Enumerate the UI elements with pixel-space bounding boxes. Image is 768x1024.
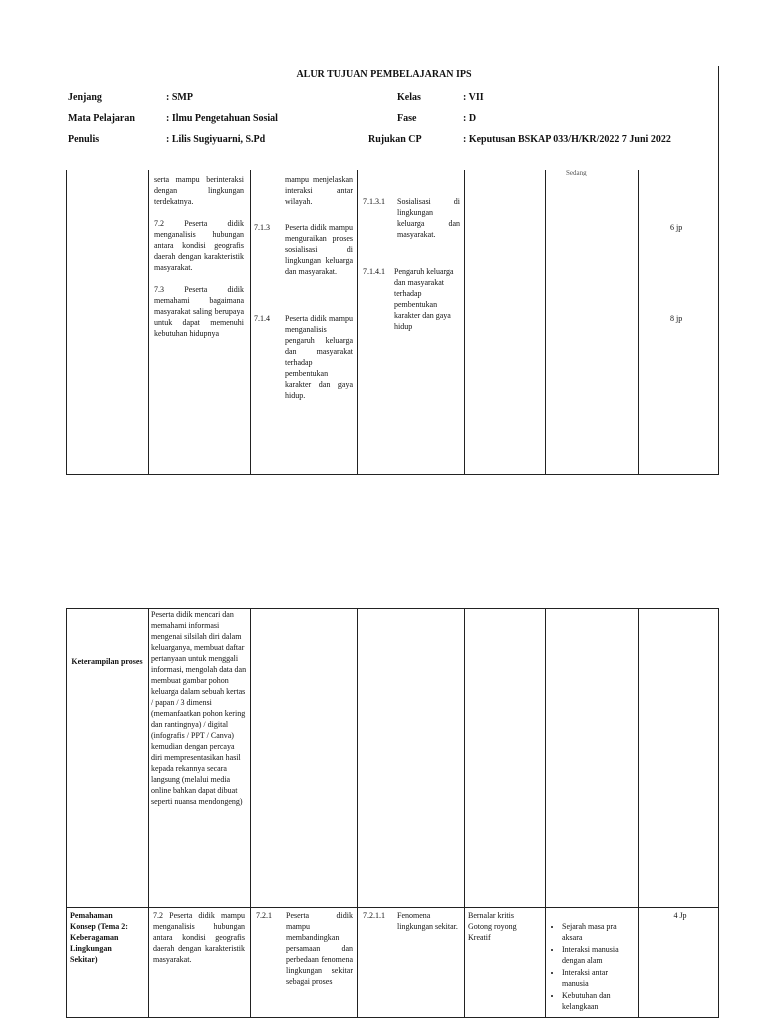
- row2-profile: Bernalar kritis Gotong royong Kreatif: [468, 911, 517, 942]
- document-title: ALUR TUJUAN PEMBELAJARAN IPS: [296, 69, 472, 80]
- material-item: • Kebutuhan dan kelangkaan: [562, 990, 636, 1012]
- material-item: • Interaksi antar manusia: [562, 967, 636, 989]
- page1-objectives: serta mampu berinteraksi dengan lingkungan terdekatnya. 7.2 Peserta didik menganalisis hubungan antara kondisi geografis daerah dengan karakteristik masyarakat. 7.3 Peserta didik memahami bagaimana masyarakat saling berupaya untuk dapat memenuhi kebutuhan hidupnya: [154, 175, 244, 338]
- jenjang-label: Jenjang: [68, 92, 102, 103]
- row1-label: Keterampilan proses: [71, 657, 143, 666]
- material-item: • Interaksi manusia dengan alam: [562, 944, 636, 966]
- page1-col3-b: Peserta didik mampu menganalisis pengaruh keluarga dan masyarakat terhadap pembentukan karakter dan gaya hidup.: [285, 314, 353, 400]
- row2-col4: Fenomena lingkungan sekitar.: [397, 911, 458, 931]
- page1-jp-a: 6 jp: [670, 223, 683, 232]
- row1-text: Peserta didik mencari dan memahami informasi mengenai silsilah diri dalam keluarganya, membuat daftar pertanyaan untuk menggali informasi, mengolah data dan membuat gambar pohon keluarga dalam sebuah kertas / papan / 3 dimensi (memanfaatkan pohon kering dan rantingnya) / digital (infografis / PPT / Canva) kemudian dengan percaya diri mempresentasikan hasil kepada rekannya secara langsung (melalui media online bahkan dapat dibuat seperti nuansa mendongeng): [151, 610, 247, 806]
- fase-value: : D: [463, 113, 477, 124]
- row2-col3: Peserta didik mampu membandingkan persamaan dan perbedaan fenomena lingkungan sekitar sebagai proses: [286, 911, 353, 986]
- page1-jp-b: 8 jp: [670, 314, 683, 323]
- kelas-value: : VII: [463, 92, 484, 103]
- page1-col4-b: Pengaruh keluarga dan masyarakat terhadap pembentukan karakter dan gaya hidup: [394, 267, 454, 331]
- row2-jp: 4 Jp: [673, 911, 687, 920]
- row2-materials: [548, 910, 636, 1024]
- rujukan-value: : Keputusan BSKAP 033/H/KR/2022 7 Juni 2022: [463, 134, 671, 145]
- jenjang-value: : SMP: [166, 92, 193, 103]
- page1-col4-a-num: 7.1.3.1: [363, 197, 385, 206]
- penulis-label: Penulis: [68, 134, 100, 145]
- page1-col4-a: Sosialisasi di lingkungan keluarga dan masyarakat.: [397, 197, 460, 239]
- page1-col3-a-num: 7.1.3: [254, 223, 270, 232]
- penulis-value: : Lilis Sugiyuarni, S.Pd: [166, 134, 266, 145]
- page1-col3-b-num: 7.1.4: [254, 314, 270, 323]
- mapel-value: : Ilmu Pengetahuan Sosial: [166, 113, 278, 124]
- row2-col4-num: 7.2.1.1: [363, 911, 385, 920]
- rujukan-label: Rujukan CP: [368, 134, 422, 145]
- row2-col3-num: 7.2.1: [256, 911, 272, 920]
- fase-label: Fase: [397, 113, 417, 124]
- material-item: • Sejarah masa pra aksara: [562, 921, 636, 943]
- mapel-label: Mata Pelajaran: [68, 113, 135, 124]
- page1-col4-b-num: 7.1.4.1: [363, 267, 385, 276]
- page1-col3-a: Peserta didik mampu menguraikan proses sosialisasi di lingkungan keluarga dan masyarakat.: [285, 223, 353, 276]
- row2-label: Pemahaman Konsep (Tema 2: Keberagaman Lingkungan Sekitar): [70, 911, 128, 964]
- row2-objective: 7.2 Peserta didik mampu menganalisis hubungan antara kondisi geografis daerah dengan karakteristik masyarakat.: [153, 911, 245, 964]
- page1-col3-top: mampu menjelaskan interaksi antar wilayah.: [285, 175, 353, 206]
- kelas-label: Kelas: [397, 92, 421, 103]
